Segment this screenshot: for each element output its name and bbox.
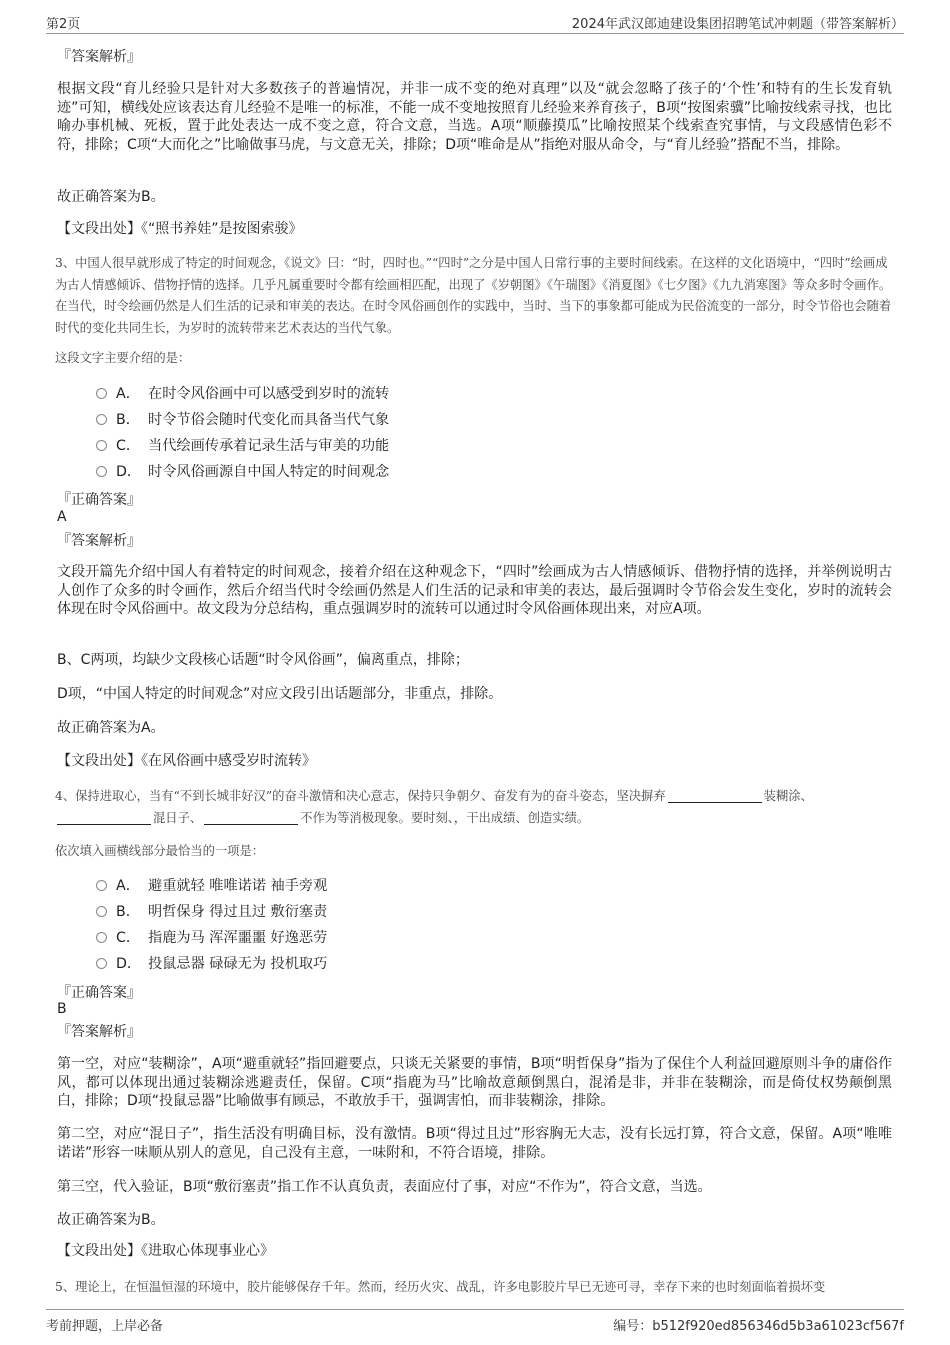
analysis-label: 『答案解析』 bbox=[57, 49, 141, 65]
q4-analysis-paragraph-3: 第三空，代入验证，B项“敷衍塞责”指工作不认真负责，表面应付了事，对应“不作为”，符合文意，当选。 bbox=[57, 1179, 712, 1195]
page-footer bbox=[46, 1309, 904, 1333]
radio-button[interactable] bbox=[96, 958, 107, 969]
radio-button[interactable] bbox=[96, 906, 107, 917]
analysis-label: 『答案解析』 bbox=[57, 533, 141, 549]
q3-analysis-paragraph-3: D项，“中国人特定的时间观念”对应文段引出话题部分，非重点，排除。 bbox=[57, 686, 503, 702]
q3-option-a[interactable]: A． 在时令风俗画中可以感受到岁时的流转 bbox=[96, 382, 389, 404]
blank-line bbox=[204, 811, 298, 825]
q4-answer: B bbox=[57, 1001, 67, 1017]
q3-analysis-paragraph-2: B、C两项，均缺少文段核心话题“时令风俗画”，偏离重点，排除； bbox=[57, 652, 469, 668]
radio-button[interactable] bbox=[96, 388, 107, 399]
correct-answer-label: 『正确答案』 bbox=[57, 985, 141, 1001]
q3-conclusion: 故正确答案为A。 bbox=[57, 720, 165, 736]
q3-answer: A bbox=[57, 509, 67, 525]
q4-option-d[interactable]: D． 投鼠忌器 碌碌无为 投机取巧 bbox=[96, 952, 327, 974]
q3-source: 【文段出处】《在风俗画中感受岁时流转》 bbox=[57, 753, 316, 769]
q2-source: 【文段出处】《“照书养娃”是按图索骏》 bbox=[57, 221, 303, 237]
document-title: 2024年武汉郎迪建设集团招聘笔试冲刺题（带答案解析） bbox=[571, 17, 904, 32]
analysis-label: 『答案解析』 bbox=[57, 1024, 141, 1040]
q4-conclusion: 故正确答案为B。 bbox=[57, 1212, 165, 1228]
footer-slogan: 考前押题，上岸必备 bbox=[46, 1319, 164, 1334]
q3-question-text: 3、中国人很早就形成了特定的时间观念，《说文》曰：“时，四时也。”“四时”之分是中国人日常行事的主要时间线索。在这样的文化语境中，“四时”绘画成为古人情感倾诉、借物抒情的选择。几乎凡属重要时令都有绘画相匹配，出现了《岁朝图》《午瑞图》《消夏图》《七夕图》《九九消寒图》等众多时令画作。在当代，时令绘画仍然是人们生活的记录和审美的表达。在时令风俗画创作的实践中，当时、当下的事象都可能成为民俗流变的一部分，时令节俗也会随着时代的变化共同生长，为岁时的流转带来艺术表达的当代气象。 bbox=[55, 256, 892, 335]
q2-conclusion: 故正确答案为B。 bbox=[57, 189, 165, 205]
document-id: 编号：b512f920ed856346d5b3a61023cf567f bbox=[613, 1319, 904, 1334]
q3-option-d[interactable]: D． 时令风俗画源自中国人特定的时间观念 bbox=[96, 460, 389, 482]
page-number: 第2页 bbox=[46, 17, 81, 32]
q4-question-text: 4、保持进取心，当有“不到长城非好汉”的奋斗激情和决心意志，保持只争朝夕、奋发有为的奋斗姿态，坚决摒弃 装糊涂、混日子、 不作为等消极现象。要时刻、，干出成绩、创造实绩。 bbox=[55, 789, 813, 825]
q3-analysis-paragraph: 文段开篇先介绍中国人有着特定的时间观念，接着介绍在这种观念下，“四时”绘画成为古人情感倾诉、借物抒情的选择，并举例说明古人创作了众多的时令画作，然后介绍当代时令绘画仍然是人们生活的记录和审美的表达，最后强调时令节俗会发生变化，岁时的流转会体现在时令风俗画中。故文段为分总结构，重点强调岁时的流转可以通过时令风俗画体现出来，对应A项。 bbox=[57, 564, 892, 618]
radio-button[interactable] bbox=[96, 466, 107, 477]
radio-button[interactable] bbox=[96, 880, 107, 891]
radio-button[interactable] bbox=[96, 440, 107, 451]
radio-button[interactable] bbox=[96, 414, 107, 425]
q5-question-text: 5、理论上，在恒温恒湿的环境中，胶片能够保存千年。然而，经历火灾、战乱，许多电影胶片早已无迹可寻，幸存下来的也时刻面临着损坏变 bbox=[55, 1280, 826, 1294]
q4-option-a[interactable]: A． 避重就轻 唯唯诺诺 袖手旁观 bbox=[96, 874, 327, 896]
radio-button[interactable] bbox=[96, 932, 107, 943]
blank-line bbox=[57, 811, 151, 825]
page-header bbox=[46, 12, 904, 34]
correct-answer-label: 『正确答案』 bbox=[57, 492, 141, 508]
q4-analysis-paragraph-2: 第二空，对应“混日子”，指生活没有明确目标，没有激情。B项“得过且过”形容胸无大志，没有长远打算，符合文意，保留。A项“唯唯诺诺”形容一味顺从别人的意见，自己没有主意，一味附和，不符合语境，排除。 bbox=[57, 1126, 892, 1161]
q4-option-b[interactable]: B． 明哲保身 得过且过 敷衍塞责 bbox=[96, 900, 327, 922]
q3-ask: 这段文字主要介绍的是： bbox=[55, 351, 191, 365]
q3-option-c[interactable]: C． 当代绘画传承着记录生活与审美的功能 bbox=[96, 434, 389, 456]
q4-ask: 依次填入画横线部分最恰当的一项是： bbox=[55, 844, 265, 858]
q2-analysis-paragraph: 根据文段“育儿经验只是针对大多数孩子的普遍情况，并非一成不变的绝对真理”以及“就会忽略了孩子的‘个性’和特有的生长发育轨迹”可知，横线处应该表达育儿经验不是唯一的标准，不能一成不变地按照育儿经验来养育孩子，B项“按图索骥”比喻按线索寻找，也比喻办事机械、死板，置于此处表达一成不变之意，符合文意，当选。A项“顺藤摸瓜”比喻按照某个线索查究事情，与文段感情色彩不符，排除；C项“大而化之”比喻做事马虎，与文意无关，排除；D项“唯命是从”指绝对服从命令，与“育儿经验”搭配不当，排除。 bbox=[57, 81, 892, 153]
q4-source: 【文段出处】《进取心体现事业心》 bbox=[57, 1243, 274, 1259]
q4-analysis-paragraph: 第一空，对应“装糊涂”，A项“避重就轻”指回避要点，只谈无关紧要的事情，B项“明哲保身”指为了保住个人利益回避原则斗争的庸俗作风，都可以体现出通过装糊涂逃避责任，保留。C项“指鹿为马”比喻故意颠倒黑白，混淆是非，并非在装糊涂，而是倚仗权势颠倒黑白，排除；D项“投鼠忌器”比喻做事有顾忌，不敢放手干，强调害怕，而非装糊涂，排除。 bbox=[57, 1056, 892, 1110]
q4-option-c[interactable]: C． 指鹿为马 浑浑噩噩 好逸恶劳 bbox=[96, 926, 327, 948]
q3-option-b[interactable]: B． 时令节俗会随时代变化而具备当代气象 bbox=[96, 408, 389, 430]
blank-line bbox=[668, 789, 762, 803]
